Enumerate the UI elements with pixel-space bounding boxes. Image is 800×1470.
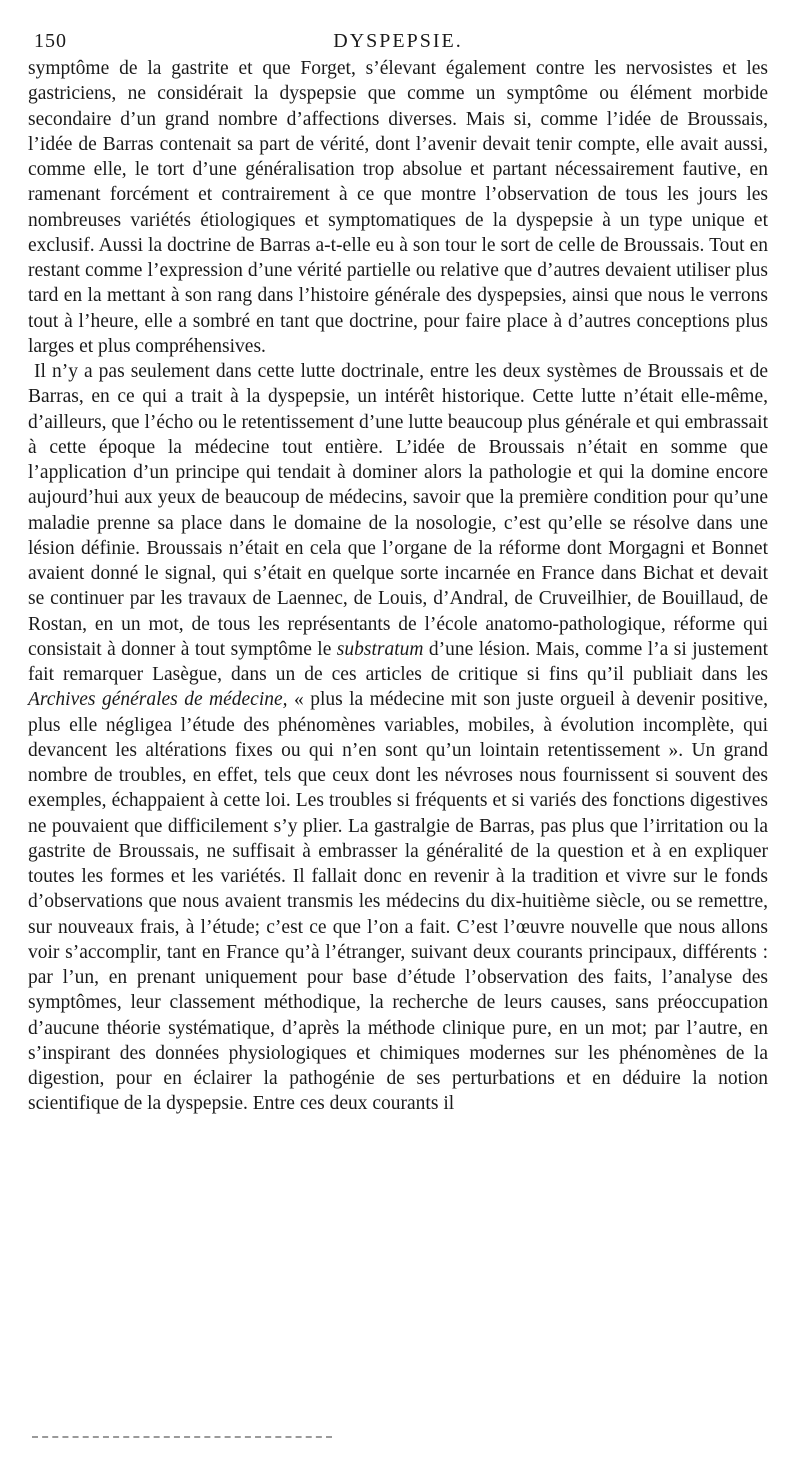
paragraph-continued: symptôme de la gastrite et que Forget, s’élevant également contre les nervosistes et les gastriciens, ne considérait la dyspepsie que comme un symptôme ou élément morbide secondaire d’un grand nombre d’affections diverses. Mais si, comme l’idée de Broussais, l’idée de Barras contenait sa part de vérité, dont l’avenir devait tenir compte, elle avait aussi, comme elle, le tort d’une généralisation trop absolue et partant nécessairement fautive, en ramenant forcément et contrairement à ce que montre l’observation de tous les jours les nombreuses variétés étiologiques et symptomatiques de la dyspepsie à un type unique et exclusif. Aussi la doctrine de Barras a-t-elle eu à son tour le sort de celle de Broussais. Tout en restant comme l’expression d’une vérité partielle ou relative que d’autres devaient utiliser plus tard en la mettant à son rang dans l’histoire générale des dyspepsies, ainsi que nous le verrons tout à l’heure, elle a sombré en tant que doctrine, pour faire place à d’autres conceptions plus larges et plus compréhensives. <box>28 58 768 357</box>
paragraph-text-part: d’une lésion. Mais, comme l’a si justement fait remarquer Lasègue, dans un de ces articles de critique si fins qu’il publiait dans les <box>28 638 769 685</box>
paragraph-lutte-doctrinale <box>28 359 768 1117</box>
paragraph-text-part: Il n’y a pas seulement dans cette lutte doctrinale, entre les deux systèmes de Broussais et de Barras, en ce qui a trait à la dyspepsie, un intérêt historique. Cette lutte n’était elle-même, d’ailleurs, que l’écho ou le retentissement d’une lutte beaucoup plus générale et qui embrassait à cette époque la médecine tout entière. L’idée de Broussais n’était en somme que l’application d’un principe qui tendait à dominer alors la pathologie et qui la domine encore aujourd’hui aux yeux de beaucoup de médecins, savoir que la première condition pour qu’une maladie prenne sa place dans le domaine de la nosologie, c’est qu’elle se résolve dans une lésion définie. Broussais n’était en cela que l’organe de la réforme dont Morgagni et Bonnet avaient donné le signal, qui s’était en quelque sorte incarnée en France dans Bichat et devait se continuer par les travaux de Laennec, de Louis, d’Andral, de Cruveilhier, de Bouillaud, de Rostan, en un mot, de tous les représentants de l’école anatomo-pathologique, réforme qui consistait à donner à tout symptôme le <box>28 361 768 660</box>
running-head <box>28 22 768 56</box>
running-title: DYSPEPSIE. <box>333 30 463 52</box>
body-text <box>28 56 768 1117</box>
footer-rule <box>32 1436 332 1440</box>
page-number: 150 <box>34 30 67 52</box>
paragraph-text-part: « plus la médecine mit son juste orgueil à devenir positive, plus elle négligea l’étude des phénomènes variables, mobiles, à évolution incomplète, qui devancent les altérations fixes ou qui n’en sont qu’un lointain retentissement ». Un grand nombre de troubles, en effet, tels que ceux dont les névroses nous fournissent si souvent des exemples, échappaient à cette loi. Les troubles si fréquents et si variés des fonctions digestives ne pouvaient que difficilement s’y plier. La gastralgie de Barras, pas plus que l’irritation ou la gastrite de Broussais, ne suffisait à embrasser la généralité de la question et à en expliquer toutes les formes et les variétés. Il fallait donc en revenir à la tradition et vivre sur le fonds d’observations que nous avaient transmis les médecins du dix-huitième siècle, ou se remettre, sur nouveaux frais, à l’étude; c’est ce que l’on a fait. C’est l’œuvre nouvelle que nous allons voir s’accomplir, tant en France qu’à l’étranger, suivant deux courants principaux, différents : par l’un, en prenant uniquement pour base d’étude l’observation des faits, l’analyse des symptômes, leur classement méthodique, la recherche de leurs causes, sans préoccupation d’aucune théorie systématique, d’après la méthode clinique pure, en un mot; par l’autre, en s’inspirant des données physiologiques et chimiques modernes sur les phénomènes de la digestion, pour en éclairer la pathogénie de ses perturbations et en déduire la notion scientifique de la dyspepsie. Entre ces deux courants il <box>28 689 769 1115</box>
italic-journal-title: Archives générales de médecine, <box>28 689 288 711</box>
italic-term-substratum: substratum <box>336 638 424 660</box>
book-page <box>28 22 768 1117</box>
